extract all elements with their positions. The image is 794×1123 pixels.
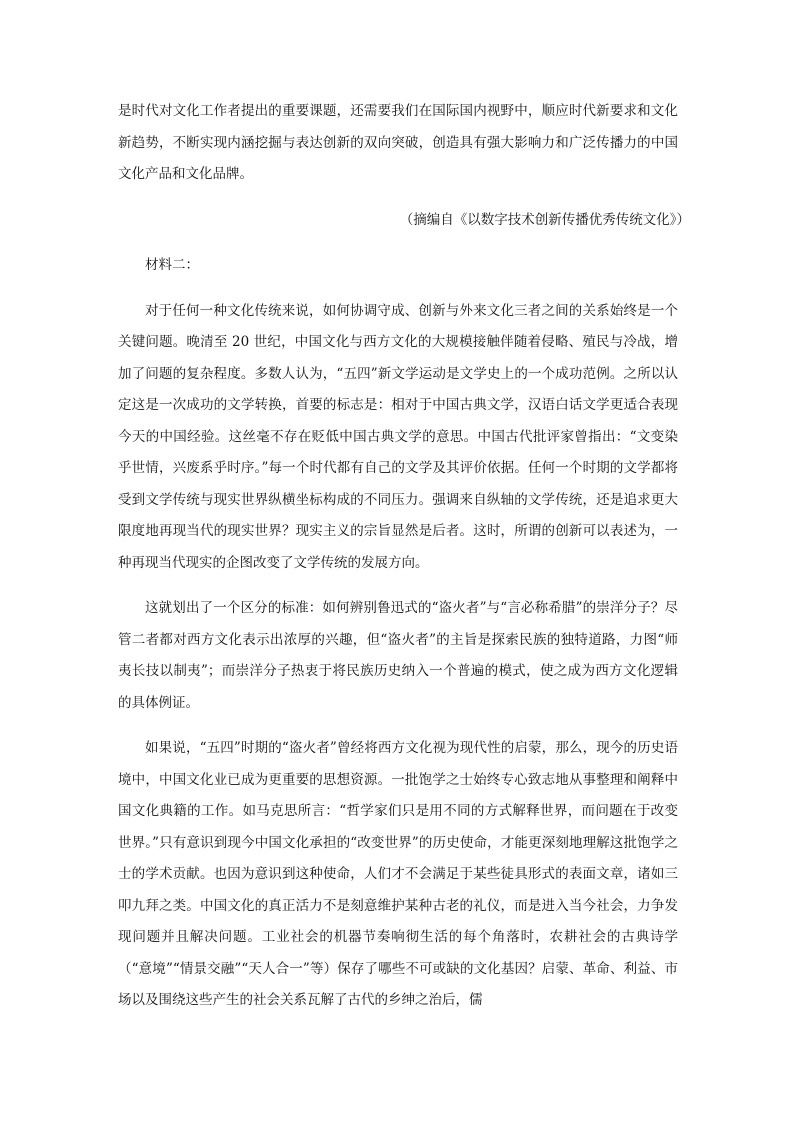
section-heading-material-2: 材料二： [145,257,199,273]
paragraph-may-fourth: 如果说，“五四”时期的“盗火者”曾经将西方文化视为现代性的启蒙，那么，现今的历史语境中，中国文化业已成为更重要的思想资源。一批饱学之士始终专心致志地从事整理和阐释中国文化典籍的工作。如马克思所言：“哲学家们只是用不同的方式解释世界，而问题在于改变世界。”只有意识到现今中国文化承担的“改变世界”的历史使命，才能更深刻地理解这批饱学之士的学术贡献。也因为意识到这种使命，人们才不会满足于某些徒具形式的表面文章，诸如三叩九拜之类。中国文化的真正活力不是刻意维护某种古老的礼仪，而是进入当今社会，力争发现问题并且解决问题。工业社会的机器节奏响彻生活的每个角落时，农耕社会的古典诗学（“意境”“情景交融”“天人合一”等）保存了哪些不可或缺的文化基因？启蒙、革命、利益、市场以及围绕这些产生的社会关系瓦解了古代的乡绅之治后，儒 [118,740,678,1008]
paragraph-cultural-tradition: 对于任何一种文化传统来说，如何协调守成、创新与外来文化三者之间的关系始终是一个关键问题。晚清至 20 世纪，中国文化与西方文化的大规模接触伴随着侵略、殖民与冷战，增加了问题的复杂程度。多数人认为，“五四”新文学运动是文学史上的一个成功范例。之所以认定这是一次成功的文学转换，首要的标志是：相对于中国古典文学，汉语白话文学更适合表现今天的中国经验。这丝毫不存在贬低中国古典文学的意思。中国古代批评家曾指出：“文变染乎世情，兴废系乎时序。”每一个时代都有自己的文学及其评价依据。任何一个时期的文学都将受到文学传统与现实世界纵横坐标构成的不同压力。强调来自纵轴的文学传统，还是追求更大限度地再现当代的现实世界？现实主义的宗旨显然是后者。这时，所谓的创新可以表述为，一种再现当代现实的企图改变了文学传统的发展方向。 [118,302,678,571]
paragraph-continuation: 是时代对文化工作者提出的重要课题，还需要我们在国际国内视野中，顺应时代新要求和文化新趋势，不断实现内涵挖掘与表达创新的双向突破，创造具有强大影响力和广泛传播力的中国文化产品和文化品牌。 [118,103,678,182]
source-citation: （摘编自《以数字技术创新传播优秀传统文化》） [399,211,690,228]
paragraph-fire-stealer: 这就划出了一个区分的标准：如何辨别鲁迅式的“盗火者”与“言必称希腊”的崇洋分子？尽管二者都对西方文化表示出浓厚的兴趣，但“盗火者”的主旨是探索民族的独特道路，力图“师夷长技以制夷”；而崇洋分子热衷于将民族历史纳入一个普遍的模式，使之成为西方文化逻辑的具体例证。 [118,600,678,711]
document-body [118,96,690,1017]
